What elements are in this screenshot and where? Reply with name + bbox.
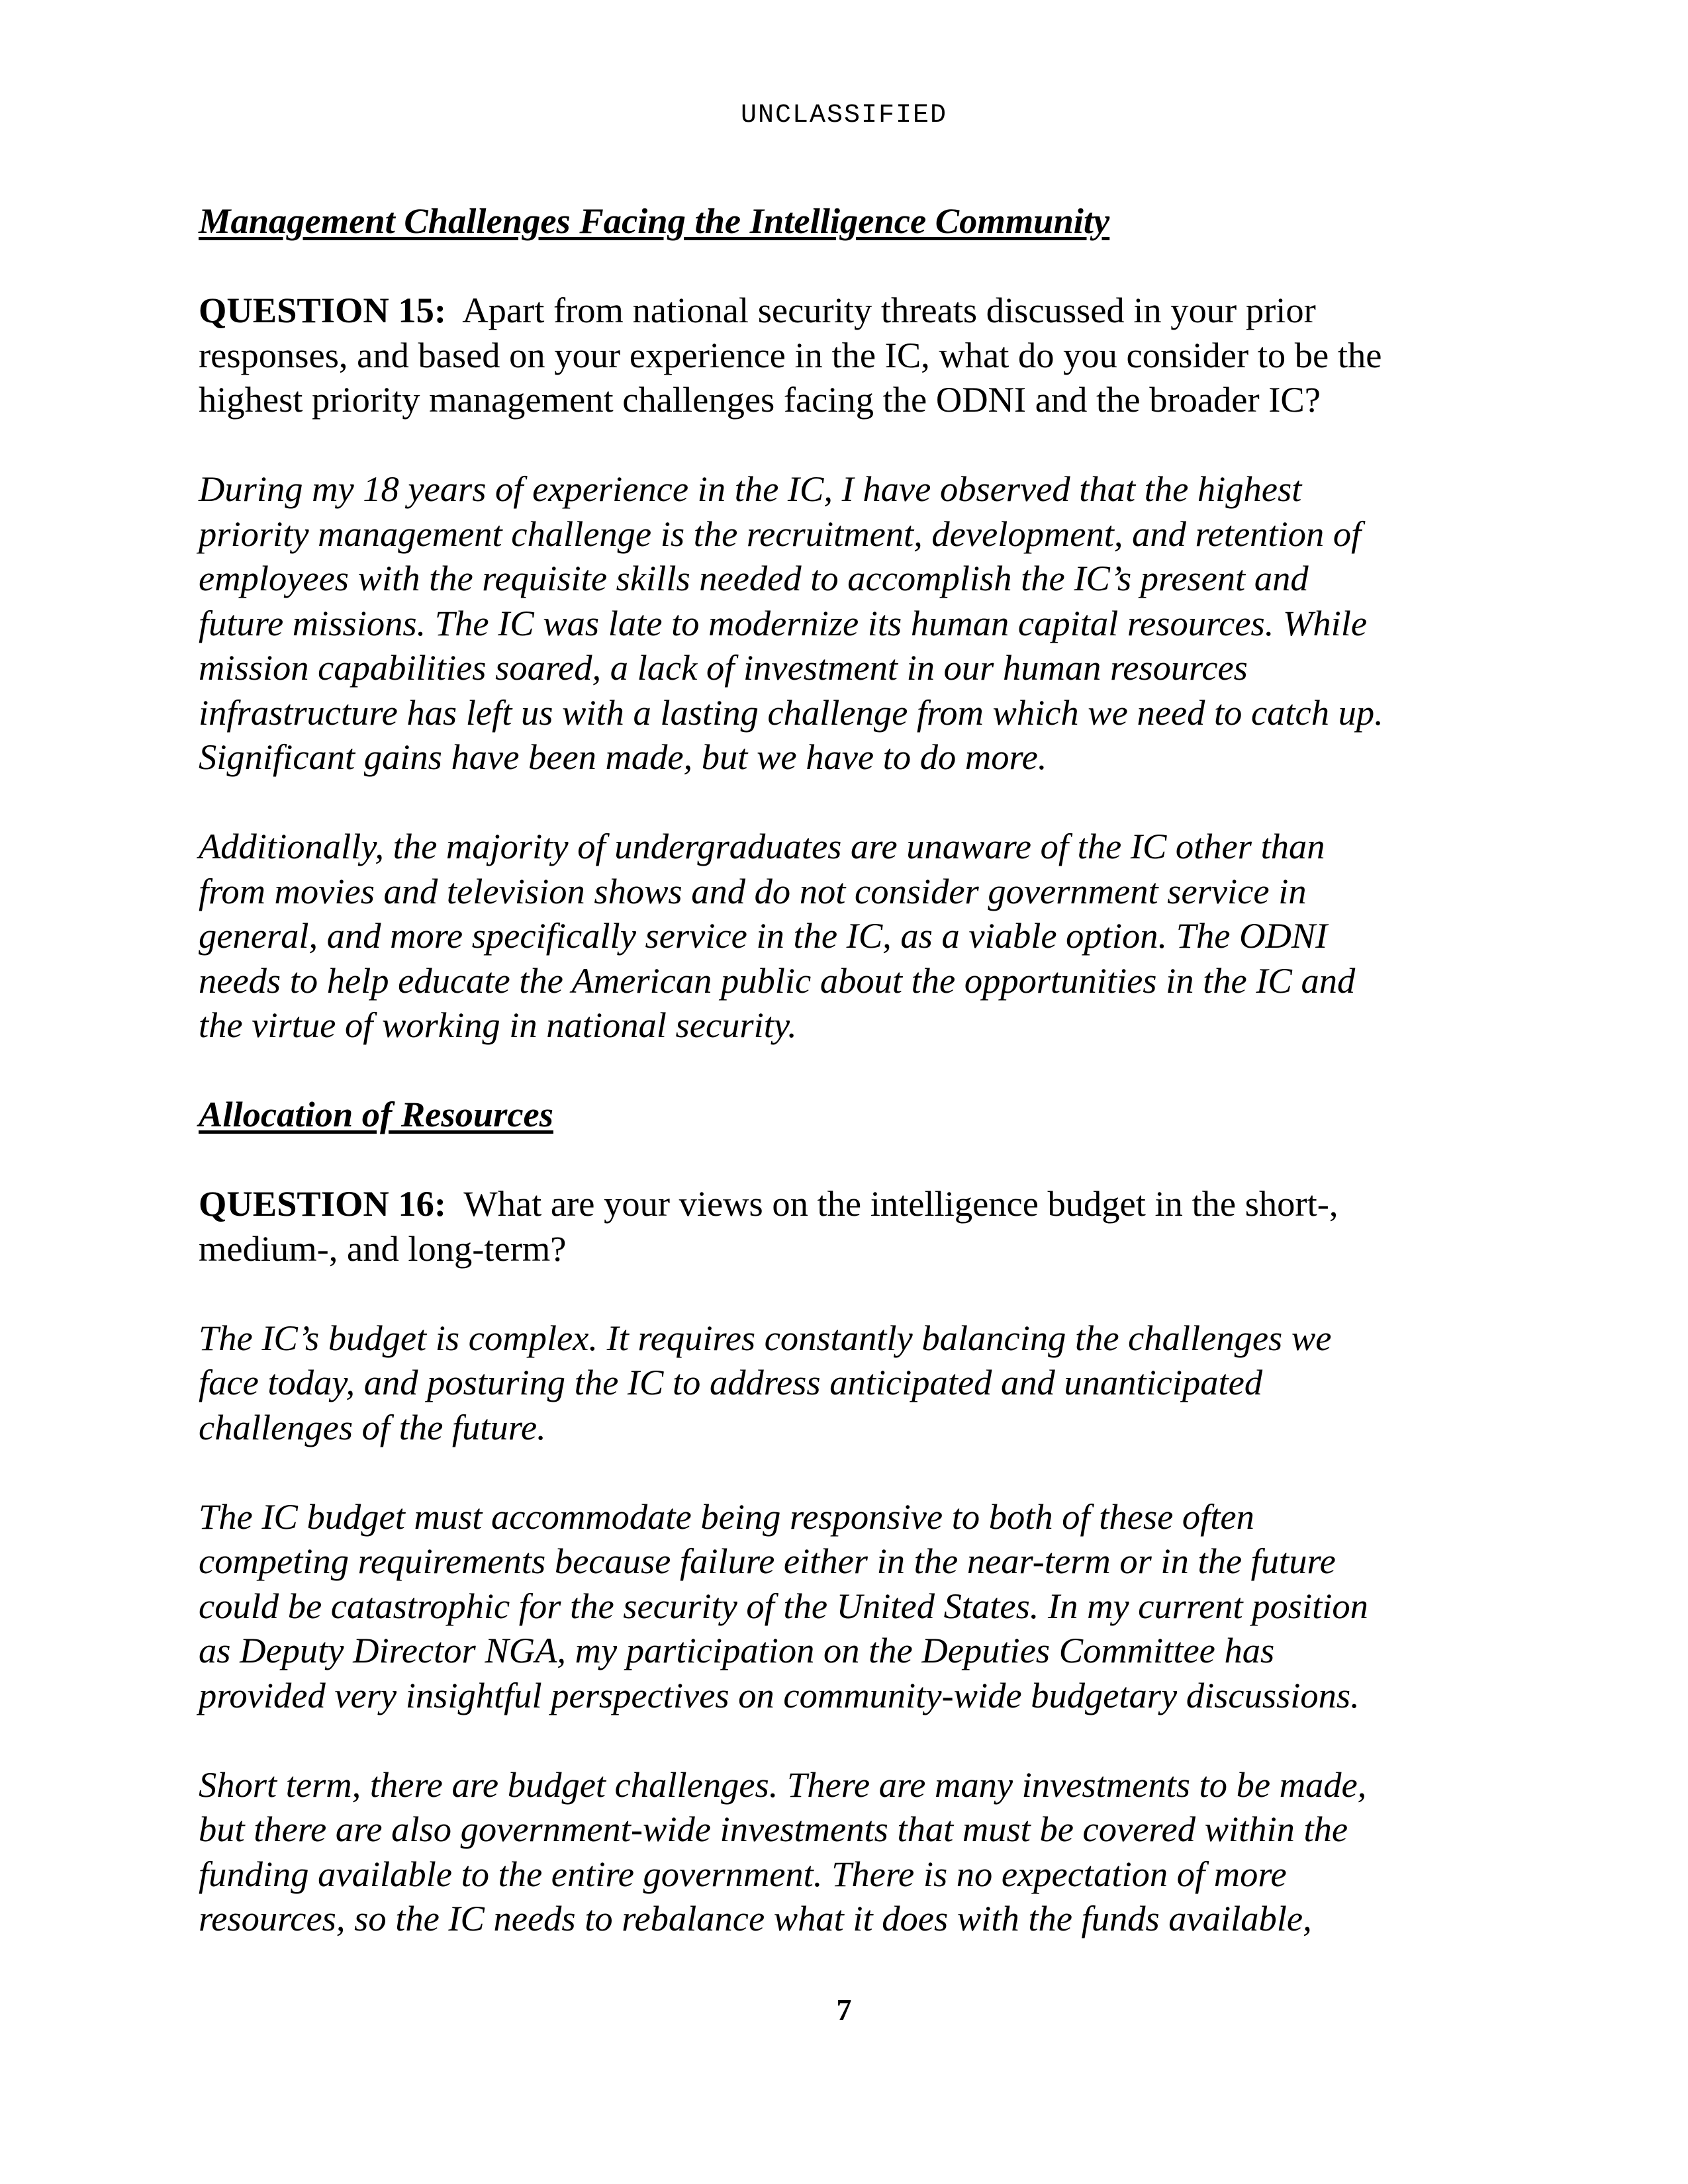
answer-line: face today, and posturing the IC to address anticipated and unanticipated [199, 1362, 1263, 1402]
answer-line: as Deputy Director NGA, my participation on the Deputies Committee has [199, 1630, 1275, 1670]
answer-line: competing requirements because failure either in the near-term or in the future [199, 1541, 1336, 1581]
question-line: highest priority management challenges facing the ODNI and the broader IC? [199, 379, 1321, 420]
question-label: QUESTION 15: [199, 290, 446, 330]
answer-line: general, and more specifically service in the IC, as a viable option. The ODNI [199, 915, 1328, 956]
answer-paragraph [199, 1316, 1496, 1450]
question-line [199, 288, 1496, 333]
answer-line: needs to help educate the American public about the opportunities in the IC and [199, 960, 1356, 1001]
question-text: What are your views on the intelligence budget in the short-, [463, 1183, 1338, 1224]
answer-paragraph [199, 824, 1496, 1048]
answer-line: funding available to the entire government. There is no expectation of more [199, 1853, 1287, 1894]
answer-line: could be catastrophic for the security of the United States. In my current position [199, 1585, 1368, 1626]
answer-paragraph [199, 1762, 1496, 1941]
answer-line: The IC’s budget is complex. It requires constantly balancing the challenges we [199, 1317, 1332, 1358]
question-text: Apart from national security threats discussed in your prior [462, 290, 1316, 330]
answer-line: the virtue of working in national security. [199, 1005, 797, 1045]
answer-line: Additionally, the majority of undergraduates are unaware of the IC other than [199, 826, 1325, 866]
question-16 [199, 1181, 1496, 1271]
answer-line: priority management challenge is the recruitment, development, and retention of [199, 513, 1362, 554]
page-number: 7 [836, 1993, 852, 2026]
answer-line: employees with the requisite skills needed to accomplish the IC’s present and [199, 558, 1309, 598]
classification-marking: UNCLASSIFIED [740, 101, 948, 130]
answer-line: The IC budget must accommodate being responsive to both of these often [199, 1496, 1254, 1537]
answer-paragraph [199, 1494, 1496, 1718]
answer-paragraph [199, 467, 1496, 780]
answer-line: infrastructure has left us with a lasting challenge from which we need to catch up. [199, 692, 1383, 733]
answer-line: During my 18 years of experience in the IC, I have observed that the highest [199, 469, 1302, 509]
section-heading: Management Challenges Facing the Intelligence Community [199, 201, 1110, 241]
answer-line: future missions. The IC was late to modernize its human capital resources. While [199, 602, 1368, 643]
answer-line: but there are also government-wide investments that must be covered within the [199, 1809, 1348, 1849]
question-line: medium-, and long-term? [199, 1228, 567, 1269]
question-label: QUESTION 16: [199, 1183, 446, 1224]
answer-line: challenges of the future. [199, 1406, 546, 1447]
answer-line: Significant gains have been made, but we have to do more. [199, 737, 1047, 777]
document-body [199, 199, 1496, 1985]
question-line: responses, and based on your experience in the IC, what do you consider to be the [199, 334, 1382, 375]
answer-line: resources, so the IC needs to rebalance what it does with the funds available, [199, 1898, 1312, 1938]
answer-line: Short term, there are budget challenges. There are many investments to be made, [199, 1764, 1367, 1805]
question-line [199, 1181, 1496, 1226]
answer-line: mission capabilities soared, a lack of investment in our human resources [199, 647, 1248, 688]
section-management-challenges [199, 199, 1496, 1048]
answer-line: provided very insightful perspectives on community-wide budgetary discussions. [199, 1674, 1360, 1715]
section-heading: Allocation of Resources [199, 1094, 553, 1134]
question-15 [199, 288, 1496, 422]
section-allocation-of-resources [199, 1092, 1496, 1941]
answer-line: from movies and television shows and do not consider government service in [199, 870, 1307, 911]
